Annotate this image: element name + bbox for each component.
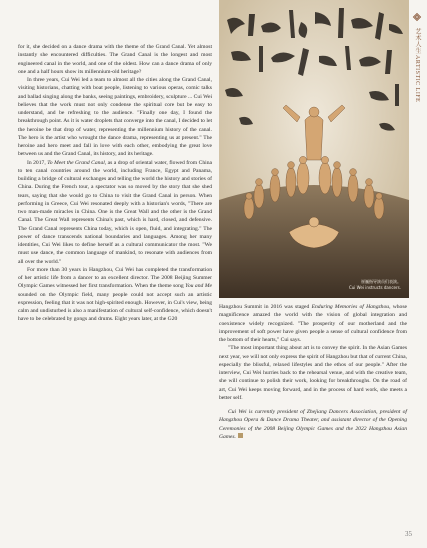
bio-text: Cui Wei is currently president of Zhejiang Dancers Association, president of Hangzhou Opera & Dance Drama Theater, and assistant director of the Opening Ceremonies of the 2008 Beijing Olympic Games and the 2022 Hangzhou Asian Games. bbox=[219, 409, 407, 440]
paragraph: "The most important thing about art is to convey the spirit. In the Asian Games next year, we will not only express the spirit of Hangzhou but that of current China, especially the blissful, relaxed lifestyles and the ethos of our people." After the interview, Cui Wei hurries back to the rehearsal venue, and with the creative team, she will continue to polish their work, looking for breakthroughs. On the road of art, Cui Wei keeps moving forward, and in the process of hard work, she meets a better self. bbox=[219, 345, 407, 401]
paragraph: In 2017, To Meet the Grand Canal, as a drop of oriental water, flowed from China to ten canal countries around the world, including France, Egypt and Panama, building a bridge of cultural exchanges and telling the world the history and stories of China. During the French tour, a spectator was so moved by the story that she shed tears, saying that she would go to China to visit the Grand Canal in person. When performing in Greece, Cui Wei resonated deeply with a historian's words, "There are two man-made miracles in China. One is the Great Wall and the other is the Grand Canal. The Great Wall represents China's past, which is hard, closed, and defensive. The Grand Canal represents China today, which is open, fluid, and integrating." The power of dance transcends national boundaries and languages. Among her many identities, Cui Wei likes to define herself as a cultural communicator the most. "We must use dance, the common language of mankind, to resonate with audiences from all over the world." bbox=[18, 159, 212, 265]
right-column bbox=[219, 303, 407, 441]
section-label-en: ARTISTIC LIFE bbox=[414, 55, 420, 103]
paragraph: For more than 30 years in Hangzhou, Cui Wei has completed the transformation of her artistic life from a dancer to an excellent director. The 2008 Beijing Summer Olympic Games witnessed her first transformation. When the theme song You and Me sounded on the Olympic field, many people could not accept such an artistic expression, feeling that it was not high-spirited enough. However, in Cui's view, being calm and undisturbed is also a manifestation of cultural self-confidence, which doesn't have to be celebrated by gongs and drums. Eight years later, at the G20 bbox=[18, 266, 212, 323]
paragraph: In three years, Cui Wei led a team to almost all the cities along the Grand Canal, visiting historians, chatting with boat people, listening to various operas, comic talks and ballad singing along the banks, seeing paintings, embroidery, sculpture ... Cui Wei believes that the work must not only condense the spiritual core but be easy to understand, and be refreshing to the audience. "Finally one day, I found the breakthrough point. As it is water droplets that converge into the canal, I decided to let the heroine be that drop of water, representing the millennium history of the canal. The hero is the artist who wrought the dance drama, representing us at present." The heroine and hero meet and fall in love with each other, embodying the great love between us and the Grand Canal, its history, and its heritage. bbox=[18, 77, 212, 158]
author-bio bbox=[219, 408, 407, 441]
end-mark-icon bbox=[238, 433, 243, 438]
left-column bbox=[18, 43, 212, 324]
section-label bbox=[412, 28, 422, 102]
photo-caption bbox=[349, 279, 401, 290]
section-label-cn: 艺术人生 bbox=[414, 28, 420, 54]
dance-photo-art bbox=[219, 0, 409, 298]
dance-photo bbox=[219, 0, 409, 298]
caption-english: Cui Wei instructs dancers. bbox=[348, 284, 401, 290]
paragraph: Hangzhou Summit in 2016 was staged Enduring Memories of Hangzhou, whose magnificence amazed the world with the vision of global integration and coexistence widely recognized. "The prosperity of our motherland and the improvement of soft power have given people a sense of cultural confidence from the bottom of their hearts," Cui says. bbox=[219, 304, 407, 343]
paragraph: for it, she decided on a dance drama with the theme of the Grand Canal. Yet almost instantly she encountered difficulties. The Grand Canal is the longest and most engineered canal in the world, and one of the oldest. How can a dance drama of only one and a half hours show its millennium-old heritage? bbox=[18, 44, 212, 75]
page-number: 35 bbox=[405, 530, 412, 538]
caption-chinese: 崔巍指导演员们表演。 bbox=[361, 279, 401, 284]
knot-icon bbox=[412, 12, 422, 22]
